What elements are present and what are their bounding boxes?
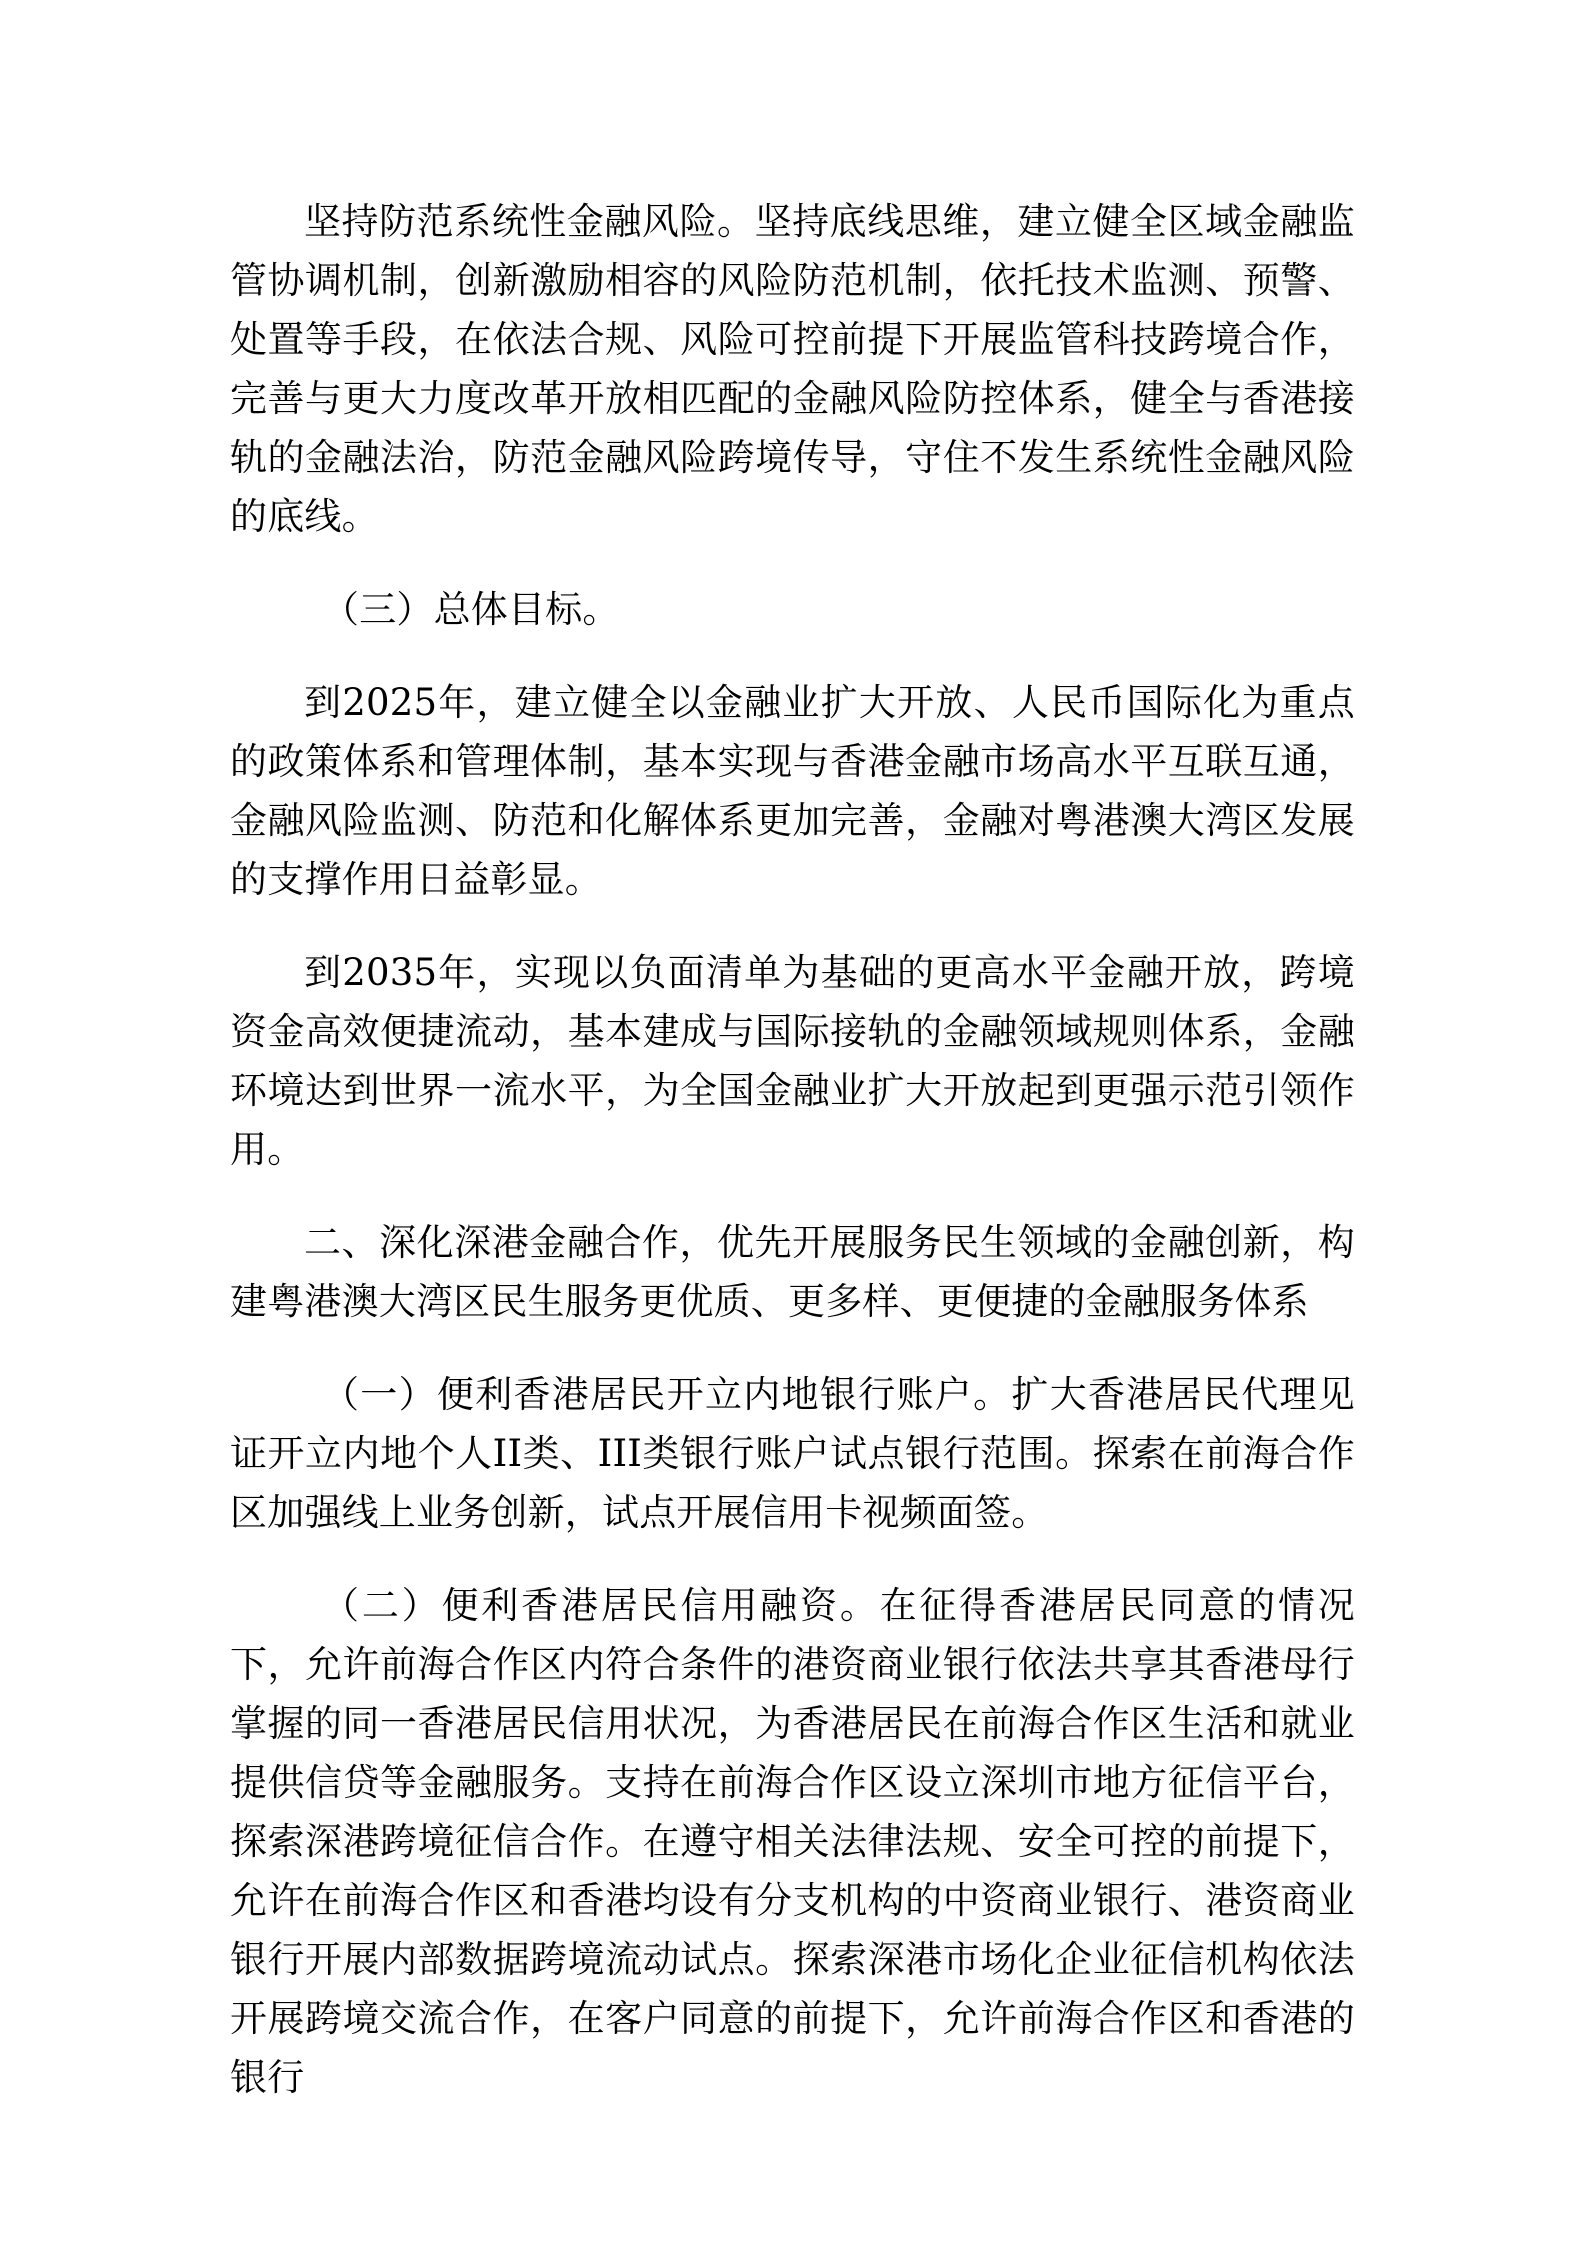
paragraph-bank-accounts: （一）便利香港居民开立内地银行账户。扩大香港居民代理见证开立内地个人II类、III类银行账户试点银行范围。探索在前海合作区加强线上业务创新，试点开展信用卡视频面签。 — [230, 1373, 1355, 1534]
section-heading-overall-goals: （三）总体目标。 — [322, 588, 620, 631]
document-body — [230, 192, 1355, 2141]
paragraph-risk-prevention: 坚持防范系统性金融风险。坚持底线思维，建立健全区域金融监管协调机制，创新激励相容的风险防范机制，依托技术监测、预警、处置等手段，在依法合规、风险可控前提下开展监管科技跨境合作，完善与更大力度改革开放相匹配的金融风险防控体系，健全与香港接轨的金融法治，防范金融风险跨境传导，守住不发生系统性金融风险的底线。 — [230, 200, 1355, 538]
paragraph-goal-2025: 到2025年，建立健全以金融业扩大开放、人民币国际化为重点的政策体系和管理体制，基本实现与香港金融市场高水平互联互通，金融风险监测、防范和化解体系更加完善，金融对粤港澳大湾区发展的支撑作用日益彰显。 — [230, 681, 1355, 901]
paragraph-goal-2035: 到2035年，实现以负面清单为基础的更高水平金融开放，跨境资金高效便捷流动，基本建成与国际接轨的金融领域规则体系，金融环境达到世界一流水平，为全国金融业扩大开放起到更强示范引领作用。 — [230, 951, 1355, 1171]
section-heading-deepen-cooperation: 二、深化深港金融合作，优先开展服务民生领域的金融创新，构建粤港澳大湾区民生服务更优质、更多样、更便捷的金融服务体系 — [230, 1221, 1355, 1323]
paragraph-credit-financing: （二）便利香港居民信用融资。在征得香港居民同意的情况下，允许前海合作区内符合条件的港资商业银行依法共享其香港母行掌握的同一香港居民信用状况，为香港居民在前海合作区生活和就业提供信贷等金融服务。支持在前海合作区设立深圳市地方征信平台，探索深港跨境征信合作。在遵守相关法律法规、安全可控的前提下，允许在前海合作区和香港均设有分支机构的中资商业银行、港资商业银行开展内部数据跨境流动试点。探索深港市场化企业征信机构依法开展跨境交流合作，在客户同意的前提下，允许前海合作区和香港的银行 — [230, 1584, 1355, 2099]
